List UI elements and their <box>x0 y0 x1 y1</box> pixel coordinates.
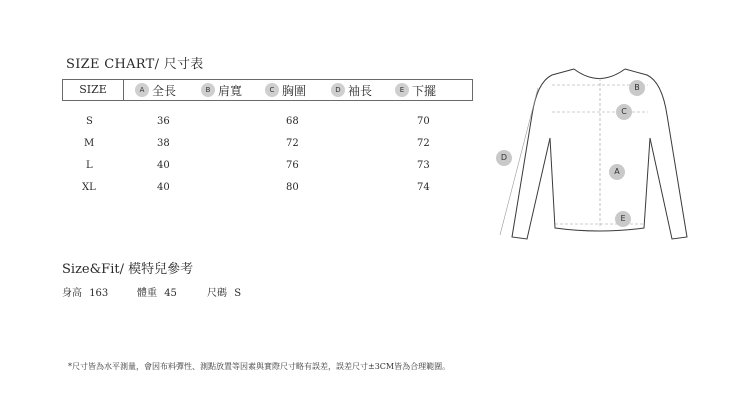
model-weight-label: 體重 <box>137 288 157 299</box>
row-xl-hem: 74 <box>417 182 430 193</box>
column-header-shoulder <box>201 82 242 98</box>
column-label-sleeve: 袖長 <box>348 83 373 98</box>
column-header-hem <box>395 82 436 98</box>
model-size-label: 尺碼 <box>207 288 227 299</box>
row-l-size: L <box>86 160 93 171</box>
garment-diagram <box>492 60 702 245</box>
row-s-chest: 68 <box>286 116 299 127</box>
badge-c-icon: C <box>265 83 279 97</box>
size-table-header <box>62 79 473 101</box>
size-column-label: SIZE <box>63 80 124 100</box>
model-height-label: 身高 <box>62 288 82 299</box>
marker-d-icon: D <box>496 150 512 166</box>
column-header-length <box>135 82 176 98</box>
model-size <box>207 284 241 299</box>
model-size-value: S <box>234 288 242 299</box>
row-xl-size: XL <box>82 182 96 193</box>
measurement-footnote: *尺寸皆為水平測量，會因布料彈性、測點放置等因素與實際尺寸略有誤差，誤差尺寸±3CM皆為合理範圍。 <box>68 362 451 371</box>
badge-d-icon: D <box>331 83 345 97</box>
row-s-size: S <box>86 116 93 127</box>
column-label-hem: 下擺 <box>412 83 437 98</box>
badge-e-icon: E <box>395 83 409 97</box>
column-label-length: 全長 <box>152 83 177 98</box>
row-s-length: 36 <box>157 116 170 127</box>
row-l-hem: 73 <box>417 160 430 171</box>
column-header-sleeve <box>331 82 372 98</box>
column-label-shoulder: 肩寬 <box>218 83 243 98</box>
row-l-length: 40 <box>157 160 170 171</box>
row-xl-length: 40 <box>157 182 170 193</box>
model-weight <box>137 284 177 299</box>
model-height <box>62 284 108 299</box>
marker-a-icon: A <box>609 164 625 180</box>
size-chart-title: SIZE CHART/ 尺寸表 <box>66 57 204 72</box>
badge-b-icon: B <box>201 83 215 97</box>
marker-c-icon: C <box>616 104 632 120</box>
row-m-size: M <box>84 138 95 149</box>
row-s-hem: 70 <box>417 116 430 127</box>
row-m-chest: 72 <box>286 138 299 149</box>
model-height-value: 163 <box>89 288 109 299</box>
row-m-length: 38 <box>157 138 170 149</box>
model-weight-value: 45 <box>164 288 177 299</box>
row-l-chest: 76 <box>286 160 299 171</box>
column-header-chest <box>265 82 306 98</box>
row-xl-chest: 80 <box>286 182 299 193</box>
size-fit-title: Size&Fit/ 模特兒參考 <box>62 262 194 277</box>
marker-b-icon: B <box>629 80 645 96</box>
marker-e-icon: E <box>615 211 631 227</box>
badge-a-icon: A <box>135 83 149 97</box>
row-m-hem: 72 <box>417 138 430 149</box>
column-label-chest: 胸圍 <box>282 83 307 98</box>
